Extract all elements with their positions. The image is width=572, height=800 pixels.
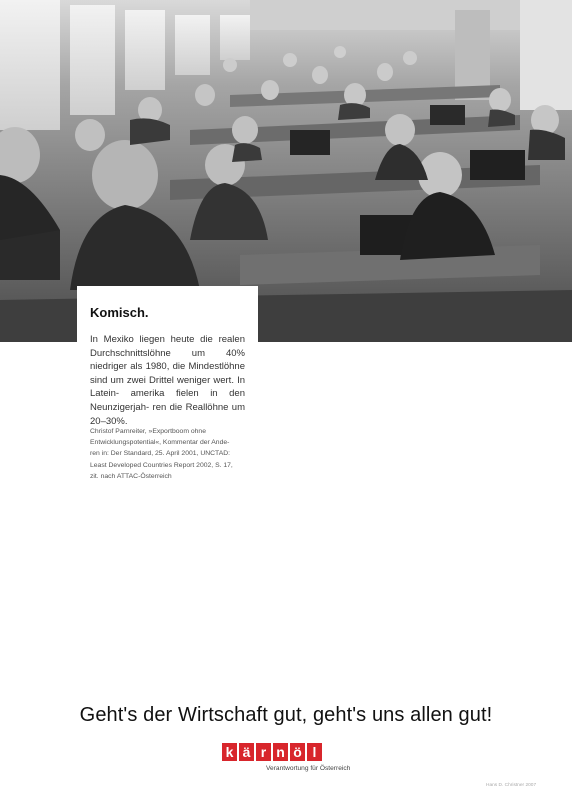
headline: Komisch. [90,305,149,320]
logo-letter: k [222,743,237,761]
body-line: In Mexiko liegen heute die realen [90,334,245,345]
body-line: zwei Drittel weniger wert. In Latein- [90,374,246,400]
body-text [90,333,245,428]
logo-letter: r [256,743,271,761]
brand-logo [222,743,322,761]
brand-tagline: Verantwortung für Österreich [266,765,351,772]
body-line: als 1980, die Mindestlöhne sind um [90,361,245,386]
slogan: Geht's der Wirtschaft gut, geht's uns allen gut! [79,704,493,726]
citation-line: zit. nach ATTAC-Österreich [90,472,172,480]
logo-letter: ä [239,743,254,761]
logo-letter: l [307,743,322,761]
author-credit: Hans D. Christner 2007 [486,783,537,788]
logo-letter: n [273,743,288,761]
body-line: amerika fielen in den Neunzigerjah- [90,388,245,413]
logo-letter: ö [290,743,305,761]
body-line: ren die Reallöhne um 20–30%. [90,401,246,427]
citation-line: ren in: Der Standard, 25. April 2001, UNCTAD: [90,450,231,458]
body-line: Durchschnittslöhne um 40% niedriger [90,347,245,373]
citation-line: Entwicklungspotential«, Kommentar der Ande- [90,439,230,447]
citation-line: Christof Parnreiter, »Exportboom ohne [90,428,206,435]
citation-line: Least Developed Countries Report 2002, S. 17, [90,461,233,469]
citation [90,426,250,482]
